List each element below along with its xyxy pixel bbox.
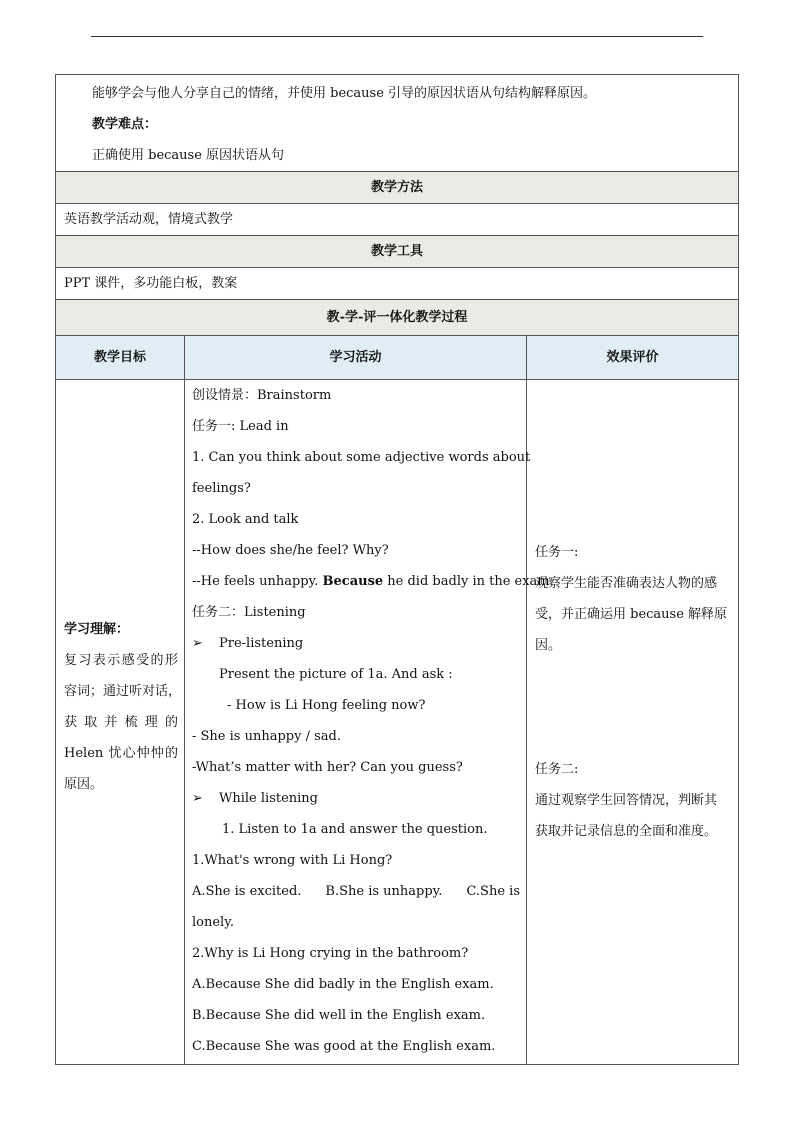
process-header-row [56,300,739,336]
activity-line: --How does she/he feel? Why? [192,543,389,558]
evaluation-line: 获取并记录信息的全面和准度。 [535,824,718,839]
column-header-goal: 教学目标 [93,350,146,365]
activity-text: Pre-listening [219,636,304,651]
activity-cell [185,380,554,1065]
activity-line: - She is unhappy / sad. [192,729,341,744]
activity-line [192,628,520,659]
methods-header: 教学方法 [371,180,424,195]
activity-line: 1.What's wrong with Li Hong? [192,853,393,868]
objectives-row [56,75,739,172]
activity-line: B.Because She did well in the English exam. [192,1008,486,1023]
activity-line: 1. Can you think about some adjective words about [192,450,531,465]
activity-line: 2. Look and talk [192,512,299,527]
activity-line: -What’s matter with her? Can you guess? [192,760,463,775]
tools-header-row [56,236,739,268]
difficulty-label: 教学难点： [92,117,158,132]
goal-line: 复习表示感受的形 [64,653,178,668]
methods-row [56,204,739,236]
activity-line [192,566,554,597]
objective-text: 能够学会与他人分享自己的情绪，并使用 because 引导的原因状语从句结构解释原因。 [92,86,597,101]
goal-line: Helen 忧心忡忡的 [64,746,178,761]
activity-options-line [192,876,520,907]
activity-line: A.Because She did badly in the English exam. [192,977,494,992]
tools-row [56,268,739,300]
activity-line: 任务一: Lead in [192,419,289,434]
difficulty-text: 正确使用 because 原因状语从句 [92,148,285,163]
arrow-bullet-icon: ➢ [192,791,203,806]
evaluation-cell [527,380,739,1065]
methods-text: 英语教学活动观，情境式教学 [64,212,234,227]
tools-text: PPT 课件，多功能白板，教案 [64,276,238,291]
goal-line: 获 取 并 梳 理 的 [64,715,178,730]
evaluation-line: 通过观察学生回答情况，判断其 [535,793,718,808]
activity-text: While listening [219,791,319,806]
task2-label: 任务二: [535,762,579,777]
activity-line [192,783,520,814]
arrow-bullet-icon: ➢ [192,636,203,651]
column-header-row [56,336,739,380]
activity-line: C.Because She was good at the English exam. [192,1039,496,1054]
activity-line: - How is Li Hong feeling now? [227,698,426,713]
goal-label: 学习理解： [64,622,130,637]
task1-label: 任务一: [535,545,579,560]
activity-line: feelings? [192,481,251,496]
column-header-activity: 学习活动 [329,350,382,365]
activity-line: 1. Listen to 1a and answer the question. [222,822,488,837]
activity-line: lonely. [192,915,234,930]
option-a: A.She is excited. [192,884,302,899]
activity-text: --He feels unhappy. [192,574,323,589]
evaluation-line: 因。 [535,638,562,653]
column-header-evaluation: 效果评价 [606,350,659,365]
activity-line: 2.Why is Li Hong crying in the bathroom? [192,946,469,961]
lesson-plan-table [55,74,739,1065]
goal-line: 原因。 [64,777,104,792]
evaluation-line: 观察学生能否准确表达人物的感 [535,576,718,591]
option-c: C.She is [466,884,520,899]
header-rule [91,36,703,37]
methods-header-row [56,172,739,204]
process-header: 教-学-评一体化教学过程 [326,310,468,325]
activity-line: 创设情景：Brainstorm [192,388,332,403]
process-body-row [56,380,739,1065]
activity-line: Present the picture of 1a. And ask : [219,667,453,682]
tools-header: 教学工具 [371,244,424,259]
option-b: B.She is unhappy. [325,884,443,899]
activity-line: 任务二：Listening [192,605,306,620]
goal-line: 容词；通过听对话， [64,684,182,699]
because-emphasis: Because [322,574,384,589]
evaluation-line: 受，并正确运用 because 解释原 [535,607,728,622]
goal-cell [56,380,185,1065]
activity-text: he did badly in the exam. [383,574,554,589]
